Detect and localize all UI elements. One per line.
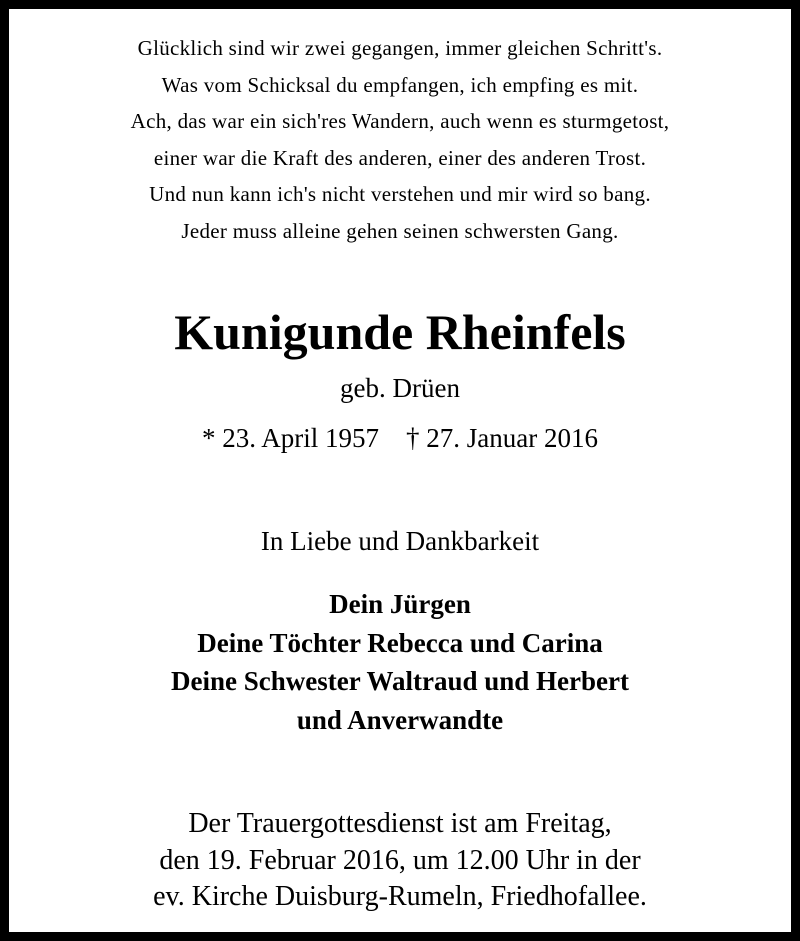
service-line: ev. Kirche Duisburg-Rumeln, Friedhofallee. — [153, 881, 647, 912]
service-info — [20, 806, 780, 916]
poem-line: Jeder muss alleine gehen seinen schwersten Gang. — [181, 218, 619, 243]
poem-line: Glücklich sind wir zwei gegangen, immer gleichen Schritt's. — [137, 36, 663, 60]
deceased-name: Kunigunde Rheinfels — [174, 304, 626, 360]
mourner-line: Dein Jürgen — [329, 589, 471, 619]
life-dates: * 23. April 1957 † 27. Januar 2016 — [202, 423, 598, 453]
poem — [30, 30, 770, 249]
mourner-line: und Anverwandte — [296, 704, 504, 735]
mourner-line: Deine Schwester Waltraud und Herbert — [171, 666, 629, 696]
dedication-text: In Liebe und Dankbarkeit — [260, 526, 540, 556]
maiden-name: geb. Drüen — [340, 373, 460, 403]
service-line: den 19. Februar 2016, um 12.00 Uhr in der — [159, 844, 641, 876]
poem-line: Was vom Schicksal du empfangen, ich empfing es mit. — [161, 72, 639, 97]
mourner-line: Deine Töchter Rebecca und Carina — [197, 627, 603, 658]
service-line: Der Trauergottesdienst ist am Freitag, — [188, 808, 612, 839]
poem-line: einer war die Kraft des anderen, einer des anderen Trost. — [153, 145, 647, 170]
poem-line: Ach, das war ein sich'res Wandern, auch wenn es sturmgetost, — [130, 109, 670, 133]
mourners-list — [20, 585, 780, 739]
poem-line: Und nun kann ich's nicht verstehen und mir wird so bang. — [149, 182, 651, 206]
